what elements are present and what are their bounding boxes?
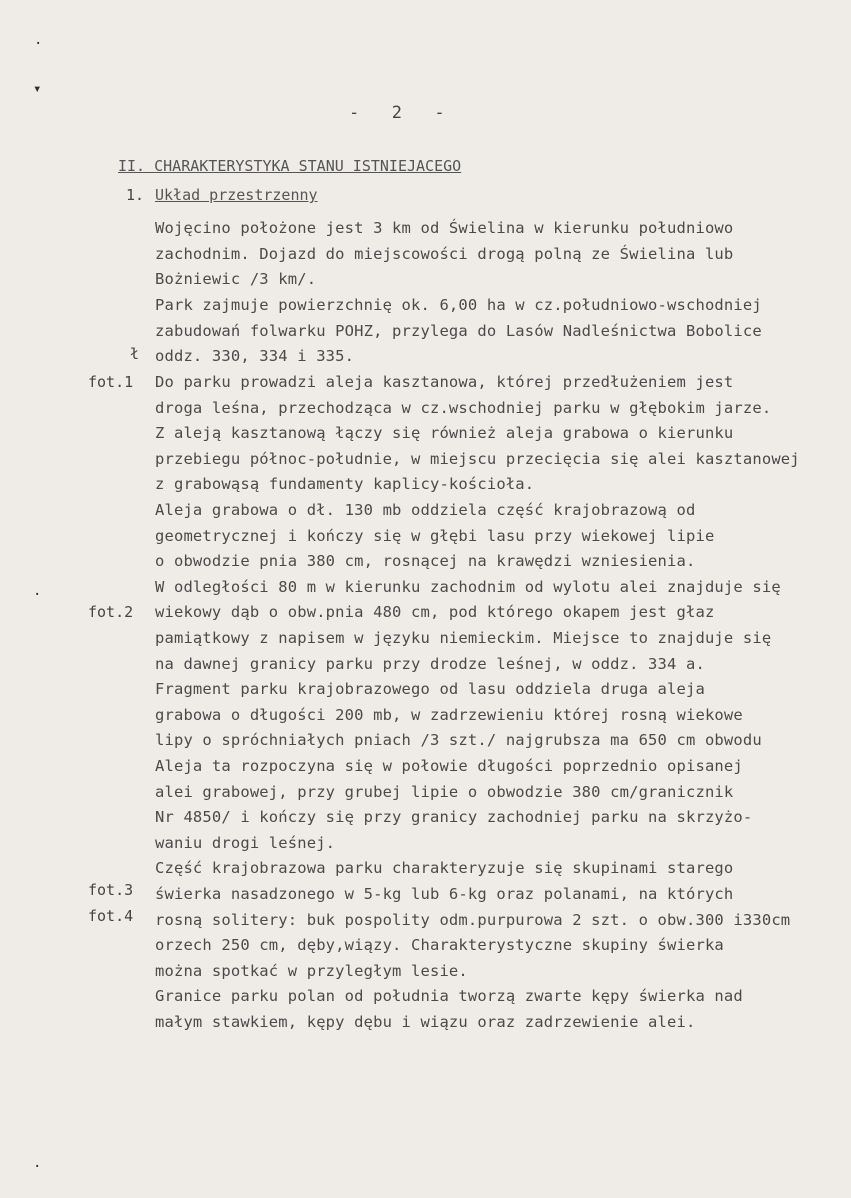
- text-line: Część krajobrazowa parku charakteryzuje się skupinami starego: [155, 859, 734, 877]
- text-line: zabudowań folwarku POHZ, przylega do Lasów Nadleśnictwa Bobolice: [155, 322, 762, 340]
- text-line: alei grabowej, przy grubej lipie o obwodzie 380 cm/granicznik: [155, 783, 734, 801]
- page-number: - 2 -: [349, 103, 449, 123]
- text-line: na dawnej granicy parku przy drodze leśnej, w oddz. 334 a.: [155, 655, 705, 673]
- text-line: przebiegu północ-południe, w miejscu przecięcia się alei kasztanowej: [155, 450, 800, 468]
- text-line: Aleja ta rozpoczyna się w połowie długości poprzednio opisanej: [155, 757, 743, 775]
- text-line: pamiątkowy z napisem w języku niemieckim. Miejsce to znajduje się: [155, 629, 772, 647]
- text-line: Do parku prowadzi aleja kasztanowa, której przedłużeniem jest: [155, 373, 734, 391]
- text-line: Granice parku polan od południa tworzą zwarte kępy świerka nad: [155, 987, 743, 1005]
- text-line: Z aleją kasztanową łączy się również aleja grabowa o kierunku: [155, 424, 734, 442]
- photo-reference-3: fot.3: [88, 881, 134, 899]
- margin-mark: ·: [34, 36, 43, 52]
- text-line: o obwodzie pnia 380 cm, rosnącej na krawędzi wzniesienia.: [155, 552, 696, 570]
- text-line: Nr 4850/ i kończy się przy granicy zachodniej parku na skrzyżo-: [155, 808, 753, 826]
- margin-mark: ·: [33, 587, 42, 603]
- text-line: lipy o spróchniałych pniach /3 szt./ najgrubsza ma 650 cm obwodu: [155, 731, 762, 749]
- text-line: Aleja grabowa o dł. 130 mb oddziela część krajobrazową od: [155, 501, 696, 519]
- text-line: oddz. 330, 334 i 335.: [155, 347, 355, 365]
- text-line: Wojęcino położone jest 3 km od Świelina w kierunku południowo: [155, 219, 734, 237]
- text-line: Bożniewic /3 km/.: [155, 270, 317, 288]
- margin-mark: ·: [33, 1159, 42, 1175]
- text-line: grabowa o długości 200 mb, w zadrzewieniu której rosną wiekowe: [155, 706, 743, 724]
- photo-reference-1: fot.1: [88, 373, 134, 391]
- subsection-number: 1.: [126, 186, 145, 204]
- text-line: rosną solitery: buk pospolity odm.purpurowa 2 szt. o obw.300 i330cm: [155, 911, 791, 929]
- photo-reference-2: fot.2: [88, 603, 134, 621]
- text-line: W odległości 80 m w kierunku zachodnim od wylotu alei znajduje się: [155, 578, 781, 596]
- text-line: Fragment parku krajobrazowego od lasu oddziela druga aleja: [155, 680, 705, 698]
- text-line: waniu drogi leśnej.: [155, 834, 336, 852]
- text-line: orzech 250 cm, dęby,wiązy. Charakterystyczne skupiny świerka: [155, 936, 724, 954]
- text-line: można spotkać w przyległym lesie.: [155, 962, 468, 980]
- photo-reference-4: fot.4: [88, 907, 134, 925]
- text-line: świerka nasadzonego w 5-kg lub 6-kg oraz polanami, na których: [155, 885, 734, 903]
- text-line: Park zajmuje powierzchnię ok. 6,00 ha w cz.południowo-wschodniej: [155, 296, 762, 314]
- subsection-title: Układ przestrzenny: [155, 186, 318, 204]
- text-line: z grabowąsą fundamenty kaplicy-kościoła.: [155, 475, 535, 493]
- text-line: wiekowy dąb o obw.pnia 480 cm, pod którego okapem jest głaz: [155, 603, 715, 621]
- text-line: zachodnim. Dojazd do miejscowości drogą polną ze Świelina lub: [155, 245, 734, 263]
- text-line: geometrycznej i kończy się w głębi lasu przy wiekowej lipie: [155, 527, 715, 545]
- text-line: droga leśna, przechodząca w cz.wschodniej parku w głębokim jarze.: [155, 399, 772, 417]
- text-line: małym stawkiem, kępy dębu i wiązu oraz zadrzewienie alei.: [155, 1013, 696, 1031]
- struck-margin-note: ł: [130, 345, 140, 363]
- section-heading: II. CHARAKTERYSTYKA STANU ISTNIEJACEGO: [118, 157, 462, 175]
- margin-mark: ▾: [33, 81, 42, 97]
